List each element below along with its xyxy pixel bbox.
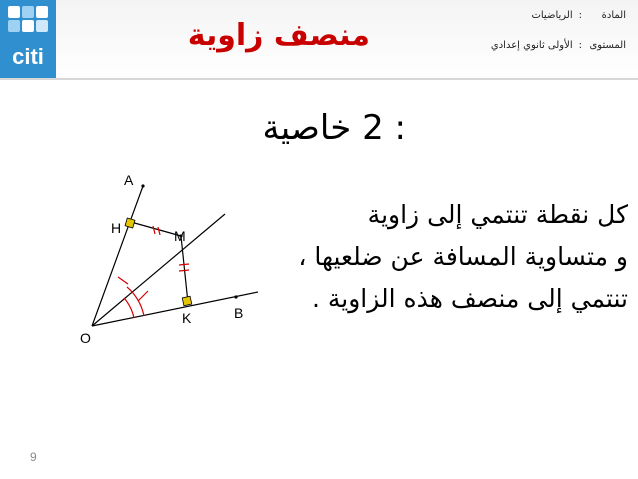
property-heading: : 2 خاصية (262, 108, 406, 148)
angle-arc-outer (127, 287, 144, 316)
label-M: M (174, 228, 186, 244)
label-B: B (234, 305, 244, 321)
angle-bisector-figure (60, 160, 290, 360)
subject-value: الرياضيات (531, 10, 573, 21)
tick-MK-1 (179, 264, 189, 265)
label-A: A (124, 172, 134, 188)
geometry-diagram (60, 160, 290, 360)
tick-MH-1 (153, 226, 155, 234)
label-K: K (182, 310, 192, 326)
level-value: الأولى ثانوي إعدادي (490, 40, 573, 51)
point-B (234, 295, 237, 298)
level-row (491, 40, 626, 51)
header-divider (0, 78, 638, 80)
statement-line-1: كل نقطة تنتمي إلى زاوية (367, 200, 628, 229)
logo-squares-icon (8, 6, 48, 36)
angle-mark-1 (118, 277, 128, 284)
label-H: H (111, 220, 122, 236)
level-label: المستوى (589, 40, 626, 51)
subject-label: المادة (601, 10, 626, 21)
property-statement (298, 194, 628, 320)
point-A (141, 184, 144, 187)
right-angle-marker-H (125, 218, 135, 228)
citi-logo (0, 0, 56, 78)
slide-title: منصف زاوية (187, 18, 370, 53)
statement-line-2: و متساوية المسافة عن ضلعيها ، (298, 242, 628, 271)
subject-separator: : (578, 10, 582, 21)
tick-MK-2 (179, 270, 189, 271)
tick-MH-2 (158, 227, 160, 235)
label-O: O (80, 330, 91, 346)
logo-text: citi (12, 44, 44, 69)
page-number: 9 (30, 450, 37, 464)
angle-mark-2 (138, 291, 148, 301)
right-angle-marker-K (182, 296, 191, 305)
level-separator: : (578, 40, 582, 51)
angle-arc-inner (124, 298, 134, 318)
statement-line-3: تنتمي إلى منصف هذه الزاوية . (311, 284, 628, 313)
subject-row (531, 10, 626, 21)
